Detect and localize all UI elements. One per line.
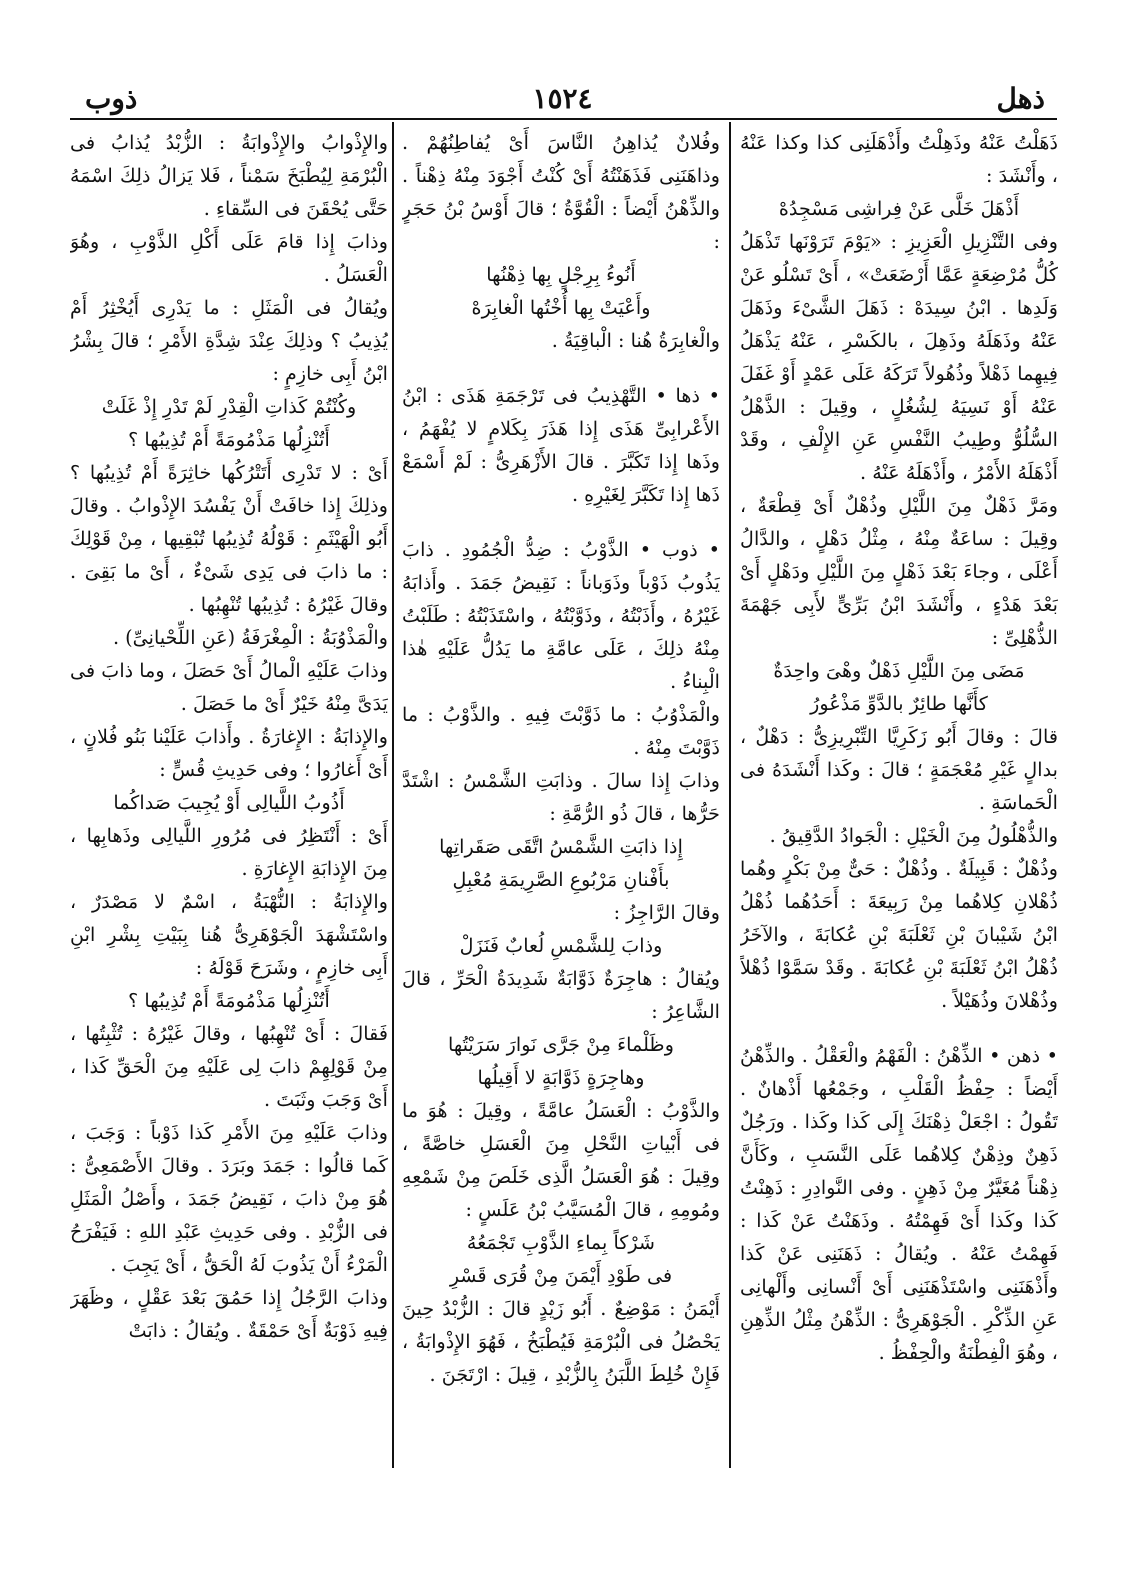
paragraph: وفُلانٌ يُذاهِنُ النَّاسَ أَىْ يُفاطِنُهُمْ . وذاهَنَنِى فَذَهَنْتُهُ أَىْ كُنْتُ أَجْوَدَ مِنْهُ ذِهْناً . والذِّهْنُ أَيْضاً : الْقُوَّةُ ؛ قالَ أَوْسُ بْنُ حَجَرٍ : bbox=[402, 131, 720, 253]
paragraph: والْمَذْوُبُ : ما ذَوَّبْتَ فِيهِ . والذَّوْبُ : ما ذَوَّبْتَ مِنْهُ . bbox=[402, 703, 720, 759]
paragraph: ويُقالُ فى الْمَثَلِ : ما يَدْرِى أَيُخْثِرُ أَمْ يُذِيبُ ؟ وذلِكَ عِنْدَ شِدَّةِ الأَمْرِ ؛ قالَ بِشْرُ ابْنُ أَبِى خازِمٍ : bbox=[70, 296, 388, 385]
header-right-word: ذهل bbox=[996, 82, 1045, 115]
paragraph: أَىْ : أَنْتَظِرُ فى مُرُورِ اللَّيالِى وذَهابِها ، مِنَ الإِذابَةِ الإِغارَةِ . bbox=[70, 824, 388, 880]
verse-line: فى طَوْدِ أَيْمَنَ مِنْ قُرَى قَسْرِ bbox=[449, 1264, 673, 1287]
verse-line: أَتُنْزِلُها مَذْمُومَةً أَمْ تُذِيبُها ؟ bbox=[128, 989, 330, 1012]
page-number: ١٥٢٤ bbox=[532, 82, 593, 115]
paragraph: أَيْمَنُ : مَوْضِعٌ . أَبُو زَيْدٍ قالَ : الزُّبْدُ حِينَ يَحْصُلُ فى الْبُرْمَةِ فَيُطْبَخُ ، فَهُوَ الإِذْوابَةُ ، فَإِنْ خُلِطَ اللَّبَنُ بِالزُّبْدِ ، قِيلَ : ارْتَجَنَ . bbox=[402, 1297, 720, 1386]
header-rule bbox=[70, 118, 1057, 120]
verse-line: أَذْهَلَ خَلَّى عَنْ فِراشِى مَسْجِدُهْ bbox=[778, 197, 1020, 220]
verse-line: كأَنَّها طائِرٌ بالدَّوِّ مَذْعُورُ bbox=[810, 692, 988, 715]
verse-line: أَنُوءُ بِرِجْلٍ بِها ذِهْنُها bbox=[486, 263, 636, 286]
paragraph: • ذها • التَّهْذِيبُ فى تَرْجَمَةِ هَذَى : ابْنُ الأَعْرابِىِّ هَذَى إِذا هَذَرَ بِكَلامٍ لا يُفْهَمُ ، وذَها إِذا تَكَبَّرَ . قالَ الأَزْهَرِىُّ : لَمْ أَسْمَعْ ذَها إِذا تَكَبَّرَ لِغَيْرِهِ . bbox=[402, 384, 720, 506]
paragraph: قالَ : وقالَ أَبُو زَكَرِيَّا التِّبْرِيزِىُّ : دَهْلٌ ، بدالٍ غَيْرِ مُعْجَمَةٍ ؛ قالَ : وكَذا أَنْشَدَهُ فى الْحَماسَةِ . bbox=[740, 725, 1058, 814]
entry-gap bbox=[402, 357, 720, 379]
column-left bbox=[70, 126, 388, 1466]
verse-line: إِذا ذابَتِ الشَّمْسُ اتَّقَى صَقَراتِها bbox=[439, 835, 683, 858]
verse-line: مَضَى مِنَ اللَّيْلِ ذَهْلٌ وهْىَ واحِدَةٌ bbox=[773, 659, 1025, 682]
paragraph: والْمَذْوُبَةُ : الْمِغْرَفَةُ (عَنِ اللِّحْيانِىِّ) . bbox=[112, 626, 388, 649]
paragraph: والإِذْوابُ والإِذْوابَةُ : الزُّبْدُ يُذابُ فى الْبُرْمَةِ لِيُطْبَخَ سَمْناً ، فَلا يَزالُ ذلِكَ اسْمَهُ حَتَّى يُحْقَنَ فى السِّقاءِ . bbox=[70, 131, 388, 220]
paragraph: • ذهن • الذِّهْنُ : الْفَهْمُ والْعَقْلُ . والذِّهْنُ أَيْضاً : حِفْظُ الْقَلْبِ ، وجَمْعُها أَذْهانٌ . تَقُولُ : اجْعَلْ ذِهْنَكَ إِلَى كَذا وكَذا . ورَجُلٌ ذَهِنٌ وذِهْنٌ كِلاهُما عَلَى النَّسَبِ ، وكَأَنَّ ذِهْناً مُغَيَّرٌ مِنْ ذَهِنٍ . وفى النَّوادِرِ : ذَهِنْتُ كَذا وكَذا أَىْ فَهِمْتُهُ . وذَهَنْتُ عَنْ كَذا : فَهِمْتُ عَنْهُ . ويُقالُ : ذَهَنَنِى عَنْ كَذا وأَذْهَنَنِى واسْتَذْهَنَنِى أَىْ أَنْسانِى وأَلْهانِى عَنِ الذِّكْرِ . الْجَوْهَرِىُّ : الذِّهْنُ مِثْلُ الذِّهِنِ ، وهُوَ الْفِطْنَةُ والْحِفْظُ . bbox=[740, 1044, 1058, 1364]
column-divider-right bbox=[729, 122, 731, 1468]
page-header bbox=[60, 78, 1065, 118]
entry-gap bbox=[740, 1017, 1058, 1039]
verse-line: وظَلْماءَ مِنْ جَرَّى نَوارَ سَرَيْتُها bbox=[448, 1033, 674, 1056]
verse-line: بأَفْنانِ مَرْبُوعِ الصَّرِيمَةِ مُعْبِلِ bbox=[452, 868, 670, 891]
paragraph: ويُقالُ : هاجِرَةٌ ذَوَّابَةٌ شَدِيدَةُ الْحَرِّ ، قالَ الشَّاعِرُ : bbox=[402, 967, 720, 1023]
verse-line: وأَعْيَتْ بِها أُخْتُها الْغابِرَهْ bbox=[471, 296, 651, 319]
paragraph: وذُهْلٌ : قَبِيلَةٌ . وذُهْلٌ : حَىٌّ مِنْ بَكْرٍ وهُما ذُهْلانِ كِلاهُما مِنْ رَبِيعَةَ : أَحَدُهُما ذُهْلُ ابْنُ شَيْبانَ بْنِ ثَعْلَبَةَ بْنِ عُكابَةَ ، والآخَرُ ذُهْلُ ابْنُ ثَعْلَبَةَ بْنِ عُكابَةَ . وقَدْ سَمَّوْا ذُهْلاً وذُهْلانَ وذُهَيْلاً . bbox=[740, 857, 1058, 1012]
paragraph: فَقالَ : أَىْ تُنْهِبُها ، وقالَ غَيْرُهُ : تُثْبِتُها ، مِنْ قَوْلِهِمْ ذابَ لِى عَلَيْهِ مِنَ الْحَقِّ كَذا ، أَىْ وَجَبَ وثَبَتَ . bbox=[70, 1022, 388, 1111]
paragraph: وفى التَّنْزِيلِ الْعَزِيزِ : «يَوْمَ تَرَوْنَها تَذْهَلُ كُلُّ مُرْضِعَةٍ عَمَّا أَرْضَعَتْ» ، أَىْ تَسْلُو عَنْ وَلَدِها . ابْنُ سِيدَهْ : ذَهَلَ الشَّىْءَ وذَهَلَ عَنْهُ وذَهَلَهُ وذَهِلَ ، بالكَسْرِ ، عَنْهُ يَذْهَلُ فِيهِما ذَهْلاً وذُهُولاً تَرَكَهُ عَلَى عَمْدٍ أَوْ غَفَلَ عَنْهُ أَوْ نَسِيَهُ لِشُغُلٍ ، وقِيلَ : الذَّهْلُ السُّلُوُّ وطِيبُ النَّفْسِ عَنِ الإِلْفِ ، وقَدْ أَذْهَلَهُ الأَمْرُ ، وأَذْهَلَهُ عَنْهُ . bbox=[740, 230, 1058, 484]
paragraph: وقالَ الرَّاجِزُ : bbox=[613, 901, 720, 924]
verse-line: وكُنْتُمْ كَذاتِ الْقِدْرِ لَمْ تَدْرِ إِذْ غَلَتْ bbox=[101, 395, 357, 418]
paragraph: ذَهَلْتُ عَنْهُ وذَهِلْتُ وأَذْهَلَنِى كذا وكذا عَنْهُ ، وأَنْشَدَ : bbox=[740, 131, 1058, 187]
paragraph: • ذوب • الذَّوْبُ : ضِدُّ الْجُمُودِ . ذابَ يَذُوبُ ذَوْباً وذَوَباناً : نَقِيضُ جَمَدَ . وأَذابَهُ غَيْرُهُ ، وأَذَبْتُهُ ، وذَوَّبْتُهُ ، واسْتَذَبْتُهُ : طَلَبْتُ مِنْهُ ذلِكَ ، عَلَى عامَّةِ ما يَدُلُّ عَلَيْهِ هٰذا الْبِناءُ . bbox=[402, 538, 720, 693]
paragraph: وذابَ عَلَيْهِ مِنَ الأَمْرِ كَذا ذَوْباً : وَجَبَ ، كَما قالُوا : جَمَدَ وبَرَدَ . وقالَ الأَصْمَعِىُّ : هُوَ مِنْ ذابَ ، نَقِيضُ جَمَدَ ، وأَصْلُ الْمَثَلِ فى الزُّبْدِ . وفى حَدِيثِ عَبْدِ اللهِ : فَيَفْرَحُ الْمَرْءُ أَنْ يَذُوبَ لَهُ الْحَقُّ ، أَىْ يَجِبَ . bbox=[70, 1121, 388, 1276]
verse-line: أَذُوبُ اللَّيالِى أَوْ يُجِيبَ صَداكُما bbox=[113, 791, 345, 814]
paragraph: والْغابِرَةُ هُنا : الْباقِيَةُ . bbox=[551, 329, 720, 352]
paragraph: والذَّوْبُ : الْعَسَلُ عامَّةً ، وقِيلَ : هُوَ ما فى أَبْياتِ النَّحْلِ مِنَ الْعَسَلِ خاصَّةً ، وقِيلَ : هُوَ الْعَسَلُ الَّذِى خَلَصَ مِنْ شَمْعِهِ ومُومِهِ ، قالَ الْمُسَيَّبُ بْنُ عَلَسٍ : bbox=[402, 1099, 720, 1221]
paragraph: وذابَ عَلَيْهِ الْمالُ أَىْ حَصَلَ ، وما ذابَ فى يَدَىَّ مِنْهُ خَيْرٌ أَىْ ما حَصَلَ . bbox=[70, 659, 388, 715]
verse-line: أَتُنْزِلُها مَذْمُومَةً أَمْ تُذِيبُها ؟ bbox=[128, 428, 330, 451]
paragraph: والإِذابَةُ : النُّهْبَةُ ، اسْمٌ لا مَصْدَرٌ ، واسْتَشْهَدَ الْجَوْهَرِىُّ هُنا بِبَيْتِ بِشْرِ ابْنِ أَبِى خازِمٍ ، وشَرَحَ قَوْلَهُ : bbox=[70, 890, 388, 979]
entry-gap bbox=[402, 511, 720, 533]
verse-line: شَرْكاً بِماءِ الذَّوْبِ تَجْمَعُهُ bbox=[466, 1231, 656, 1254]
column-middle bbox=[402, 126, 720, 1466]
header-left-word: ذوب bbox=[85, 82, 138, 115]
column-right bbox=[740, 126, 1058, 1466]
paragraph: وذابَ الرَّجُلُ إِذا حَمُقَ بَعْدَ عَقْلٍ ، وظَهَرَ فِيهِ ذَوْبَةٌ أَىْ حَمْقَةٌ . ويُقالُ : ذابَتْ bbox=[70, 1286, 388, 1342]
paragraph: وذابَ إِذا سالَ . وذابَتِ الشَّمْسُ : اشْتَدَّ حَرُّها ، قالَ ذُو الرُّمَّةِ : bbox=[402, 769, 720, 825]
paragraph: والإِذابَةُ : الإِغارَةُ . وأَذابَ عَلَيْنا بَنُو فُلانٍ ، أَىْ أَغارُوا ؛ وفى حَدِيثِ قُسٍّ : bbox=[70, 725, 388, 781]
verse-line: وهاجِرَةٍ ذَوَّابَةٍ لا أَقِيلُها bbox=[477, 1066, 645, 1089]
paragraph: أَىْ : لا تَدْرِى أَتَتْرُكُها خاثِرَةً أَمْ تُذِيبُها ؟ وذلِكَ إِذا خافَتْ أَنْ يَفْسُدَ الإِذْوابُ . وقالَ أَبُو الْهَيْثَمِ : قَوْلُهُ تُذِيبُها تُبْقِيها ، مِنْ قَوْلِكَ : ما ذابَ فى يَدِى شَىْءٌ ، أَىْ ما بَقِىَ . وقالَ غَيْرُهُ : تُذِيبُها تُنْهِبُها . bbox=[70, 461, 388, 616]
paragraph: وذابَ إِذا قامَ عَلَى أَكْلِ الذَّوْبِ ، وهُوَ الْعَسَلُ . bbox=[70, 230, 388, 286]
paragraph: ومَرَّ ذَهْلٌ مِنَ اللَّيْلِ وذُهْلٌ أَىْ قِطْعَةٌ ، وقِيلَ : ساعَةٌ مِنْهُ ، مِثْلُ دَهْلٍ ، والدَّالُ أَعْلَى ، وجاءَ بَعْدَ ذَهْلٍ مِنَ اللَّيْلِ ودَهْلٍ أَىْ بَعْدَ هَدْءٍ ، وأَنْشَدَ ابْنُ بَرِّىٍّ لأَبِى جَهْمَةَ الذُّهْلِىِّ : bbox=[740, 494, 1058, 649]
column-divider-left bbox=[392, 122, 394, 1468]
paragraph: والذُّهْلُولُ مِنَ الْخَيْلِ : الْجَوادُ الدَّقِيقُ . bbox=[769, 824, 1058, 847]
verse-line: وذابَ لِلشَّمْسِ لُعابٌ فَنَزَلْ bbox=[459, 934, 663, 957]
